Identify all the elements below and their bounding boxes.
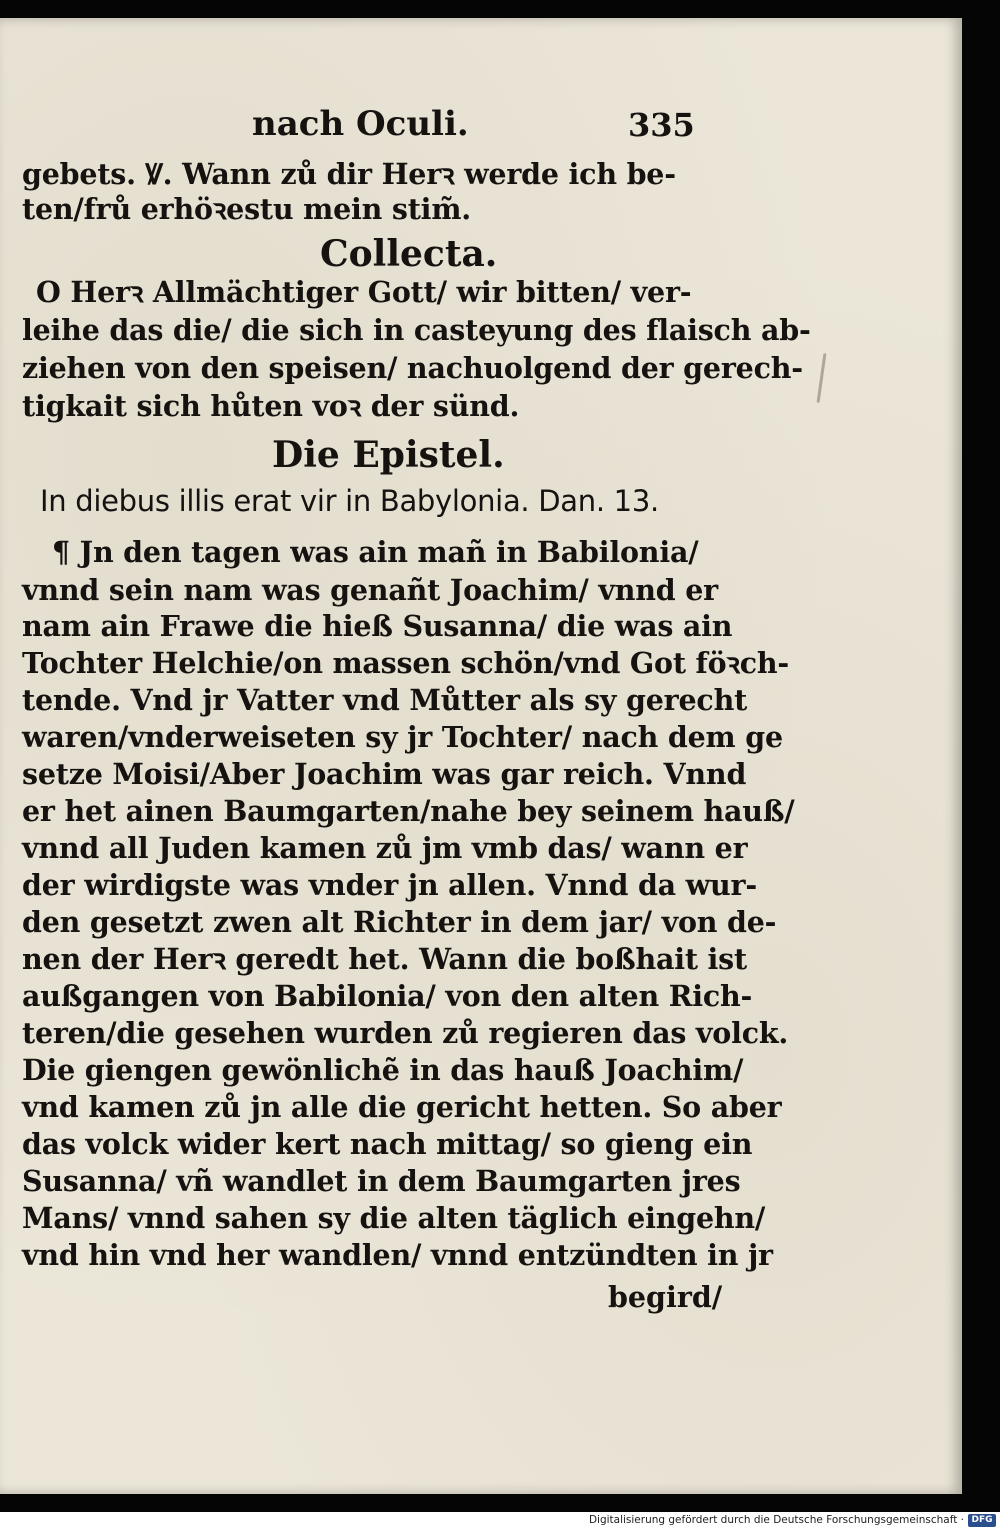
text-line: vnnd sein nam was genañt Joachim/ vnnd er — [22, 573, 718, 607]
text-line: Mans/ vnnd sahen sy die alten täglich eingehn/ — [22, 1201, 766, 1235]
text-line: vnd hin vnd her wandlen/ vnnd entzündten in jr — [22, 1238, 773, 1272]
text-line: setze Moisi/Aber Joachim was gar reich. Vnnd — [22, 757, 747, 791]
dfg-logo-icon: DFG — [968, 1514, 996, 1527]
text-line: ten/frů erhöꝛestu mein stim̃. — [22, 192, 471, 226]
running-head: nach Oculi. — [252, 104, 469, 144]
margin-mark — [817, 353, 827, 403]
text-line: Susanna/ vñ wandlet in dem Baumgarten jres — [22, 1164, 741, 1198]
epistle-heading: Die Epistel. — [272, 434, 505, 476]
text-line: außgangen von Babilonia/ von den alten Rich- — [22, 979, 753, 1013]
text-line: gebets. Ꝟ. Wann zů dir Herꝛ werde ich be- — [22, 157, 676, 191]
text-line: waren/vnderweiseten sy jr Tochter/ nach dem ge — [22, 720, 783, 754]
text-line: leihe das die/ die sich in casteyung des flaisch ab- — [22, 313, 811, 347]
text-line: das volck wider kert nach mittag/ so gieng ein — [22, 1127, 753, 1161]
collect-heading: Collecta. — [320, 233, 498, 275]
footer-credit: Digitalisierung gefördert durch die Deutsche Forschungsgemeinschaft · — [588, 1514, 964, 1526]
text-line: vnnd all Juden kamen zů jm vmb das/ wann er — [22, 831, 748, 865]
text-line: teren/die gesehen wurden zů regieren das volck. — [22, 1016, 789, 1050]
text-line: Die giengen gewönlichẽ in das hauß Joachim/ — [22, 1053, 744, 1087]
text-line: Tochter Helchie/on massen schön/vnd Got föꝛch- — [22, 646, 790, 680]
footer-bar — [0, 1512, 1000, 1530]
text-line: vnd kamen zů jn alle die gericht hetten. So aber — [22, 1090, 782, 1124]
text-line: nen der Herꝛ geredt het. Wann die boßhait ist — [22, 942, 747, 976]
text-line: O Herꝛ Allmächtiger Gott/ wir bitten/ ver- — [36, 275, 692, 309]
text-line: der wirdigste was vnder jn allen. Vnnd da wur- — [22, 868, 757, 902]
text-line: den gesetzt zwen alt Richter in dem jar/ von de- — [22, 905, 777, 939]
text-line: ziehen von den speisen/ nachuolgend der gerech- — [22, 351, 803, 385]
catchword: begird/ — [608, 1280, 723, 1314]
text-line: tende. Vnd jr Vatter vnd Můtter als sy gerecht — [22, 683, 748, 717]
text-line: er het ainen Baumgarten/nahe bey seinem hauß/ — [22, 794, 795, 828]
book-page — [0, 18, 962, 1494]
text-line: ¶ Jn den tagen was ain mañ in Babilonia/ — [52, 535, 699, 569]
text-line: tigkait sich hůten voꝛ der sünd. — [22, 389, 520, 423]
page-number: 335 — [628, 106, 695, 144]
latin-incipit: In diebus illis erat vir in Babylonia. Dan. 13. — [40, 484, 659, 518]
text-line: nam ain Frawe die hieß Susanna/ die was ain — [22, 609, 733, 643]
